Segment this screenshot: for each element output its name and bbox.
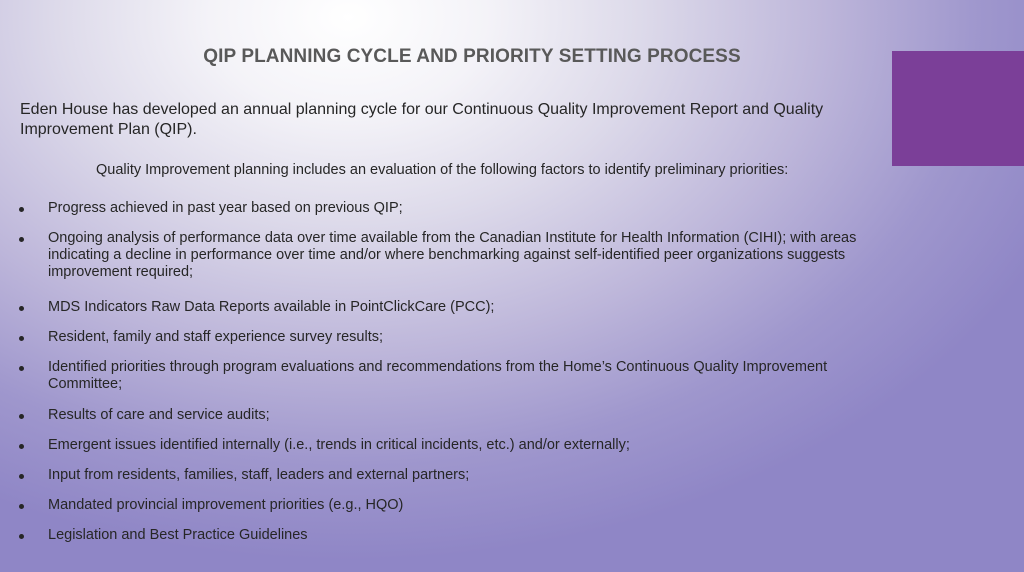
list-item-text: Ongoing analysis of performance data over time available from the Canadian Institute for Health Information (CIHI); with areas indicating a decline in performance over time and/or where benchmarking against self-identified peer organizations suggests improvement required; xyxy=(48,230,857,280)
bullet-icon xyxy=(19,237,24,242)
list-item-text: Legislation and Best Practice Guidelines xyxy=(48,527,308,543)
list-item-text: Progress achieved in past year based on previous QIP; xyxy=(48,200,403,216)
bullet-icon xyxy=(19,207,24,212)
bullet-icon xyxy=(19,414,24,419)
accent-block xyxy=(892,51,1024,166)
bullet-icon xyxy=(19,504,24,509)
bullet-icon xyxy=(19,306,24,311)
list-item-text: Mandated provincial improvement priorities (e.g., HQO) xyxy=(48,497,404,513)
slide-title: QIP PLANNING CYCLE AND PRIORITY SETTING PROCESS xyxy=(203,46,741,67)
list-item-text: Results of care and service audits; xyxy=(48,407,270,423)
bullet-icon xyxy=(19,444,24,449)
list-item-text: MDS Indicators Raw Data Reports available in PointClickCare (PCC); xyxy=(48,299,495,315)
lead-paragraph: Quality Improvement planning includes an evaluation of the following factors to identify preliminary priorities: xyxy=(96,162,789,178)
list-item-text: Emergent issues identified internally (i.e., trends in critical incidents, etc.) and/or externally; xyxy=(48,437,630,453)
list-item-text: Input from residents, families, staff, leaders and external partners; xyxy=(48,467,470,483)
list-item-text: Resident, family and staff experience survey results; xyxy=(48,329,384,345)
bullet-icon xyxy=(19,534,24,539)
bullet-icon xyxy=(19,336,24,341)
bullet-icon xyxy=(19,366,24,371)
intro-paragraph: Eden House has developed an annual planning cycle for our Continuous Quality Improvement Report and Quality Improvement Plan (QIP). xyxy=(20,101,824,138)
bullet-icon xyxy=(19,474,24,479)
list-item-text: Identified priorities through program evaluations and recommendations from the Home’s Continuous Quality Improvement Committee; xyxy=(48,359,828,392)
